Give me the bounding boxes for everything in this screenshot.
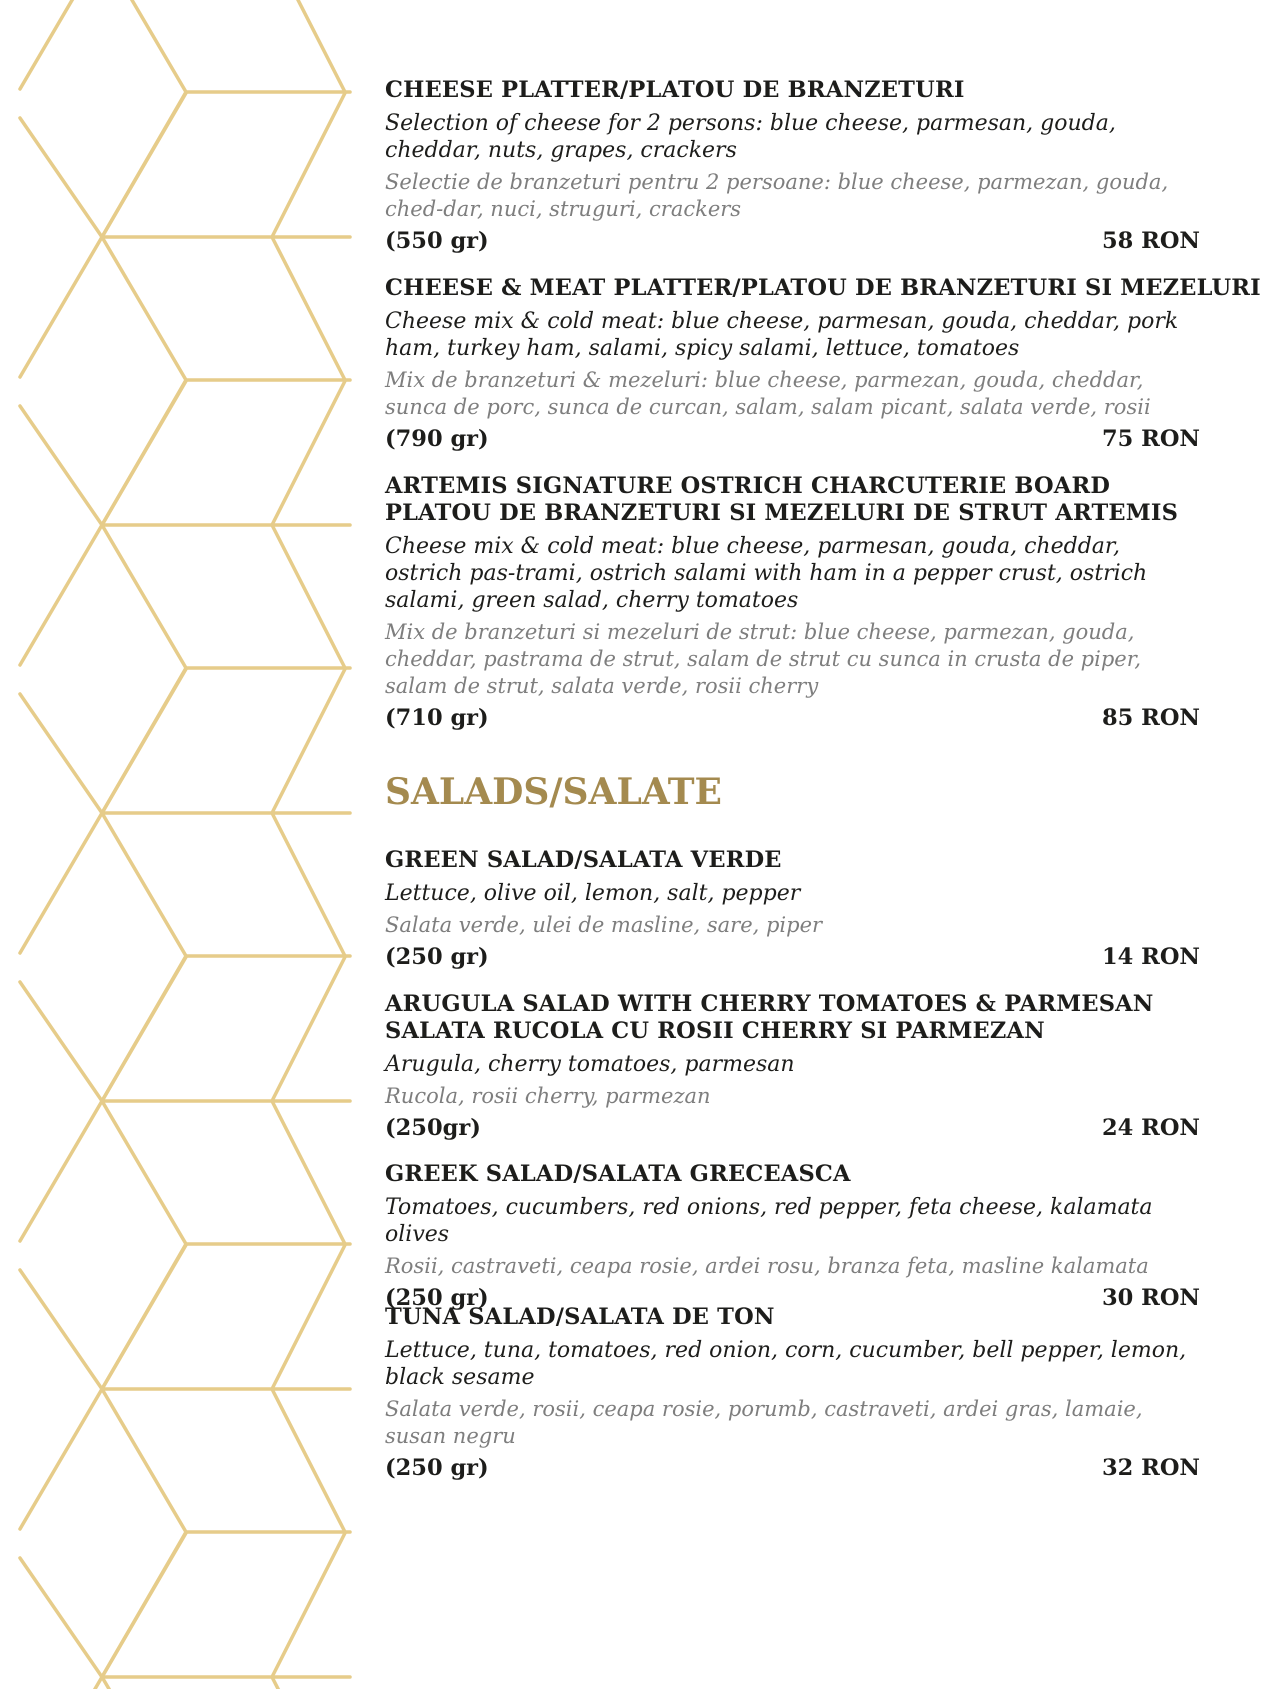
hex-diagonal-line [20,982,102,1101]
item-name-line: PLATOU DE BRANZETURI SI MEZELURI DE STRUT ARTEMIS [385,500,1179,526]
item-name-line: TUNA SALAD/SALATA DE TON [385,1304,775,1330]
geometric-hexagon-pattern [0,0,360,1689]
hex-diagonal-line [272,669,345,813]
item-description-ro: Salata verde, rosii, ceapa rosie, porumb, castraveti, ardei gras, lamaie, susan negru [385,1397,1143,1448]
hex-diagonal-line [272,237,345,380]
item-name-line: CHEESE & MEAT PLATTER/PLATOU DE BRANZETURI SI MEZELURI [385,275,1261,301]
hex-diagonal-line [102,1389,186,1532]
hex-diagonal-line [20,1558,102,1677]
item-weight: (710 gr) [385,705,489,731]
item-description-ro: Mix de branzeturi & mezeluri: blue cheese, parmezan, gouda, cheddar, sunca de porc, sunca de curcan, salam, salam picant, salata verde, rosii [385,368,1151,419]
item-name [385,1304,1200,1331]
hex-diagonal-line [20,525,102,665]
hex-diagonal-line [20,694,102,813]
item-name [385,473,1200,527]
item-footer [385,944,1200,971]
item-name-line: ARTEMIS SIGNATURE OSTRICH CHARCUTERIE BOARD [385,473,1111,499]
item-description-en: Arugula, cherry tomatoes, parmesan [385,1052,795,1077]
item-name-line: SALATA RUCOLA CU ROSII CHERRY SI PARMEZAN [385,1018,1045,1044]
hex-diagonal-line [102,669,186,813]
item-description-ro: Mix de branzeturi si mezeluri de strut: blue cheese, parmezan, gouda, cheddar, pastrama de strut, salam de strut cu sunca in crusta de piper, salam de strut, salata verde, rosii cherry [385,620,1142,698]
hex-diagonal-line [272,957,345,1101]
item-footer [385,1455,1200,1482]
item-description-en: Lettuce, olive oil, lemon, salt, pepper [385,881,801,906]
item-name [385,991,1200,1045]
hex-diagonal-line [102,1533,186,1677]
item-description-ro: Rosii, castraveti, ceapa rosie, ardei rosu, branza feta, masline kalamata [385,1254,1149,1278]
hex-diagonal-line [102,1677,186,1689]
item-weight: (250 gr) [385,1285,489,1311]
item-price: 58 RON [1101,228,1200,254]
item-weight: (250gr) [385,1115,481,1141]
item-weight: (250 gr) [385,944,489,970]
item-description-en: Tomatoes, cucumbers, red onions, red pepper, feta cheese, kalamata olives [385,1195,1153,1247]
hex-diagonal-line [272,381,345,525]
hex-diagonal-line [102,381,186,525]
menu-item-cheese-platter [385,77,1200,255]
item-price: 24 RON [1101,1115,1200,1141]
item-footer [385,426,1200,453]
item-description-en: Cheese mix & cold meat: blue cheese, parmesan, gouda, cheddar, ostrich pas-trami, ostrich salami with ham in a pepper crust, ostrich salami, green salad, cherry tomatoes [385,534,1148,613]
item-weight: (250 gr) [385,1455,489,1481]
item-price: 85 RON [1101,705,1200,731]
hex-diagonal-line [20,1101,102,1241]
hex-diagonal-line [272,1677,345,1689]
menu-item-cheese-meat-platter [385,275,1261,453]
hex-diagonal-line [272,1245,345,1389]
item-name-line: CHEESE PLATTER/PLATOU DE BRANZETURI [385,77,965,103]
hex-diagonal-line [102,1245,186,1389]
hex-diagonal-line [102,525,186,668]
item-price: 30 RON [1101,1285,1200,1311]
item-footer [385,228,1200,255]
hex-diagonal-line [272,813,345,956]
hex-diagonal-line [20,1270,102,1389]
item-description-en: Cheese mix & cold meat: blue cheese, parmesan, gouda, cheddar, pork ham, turkey ham, salami, spicy salami, lettuce, tomatoes [385,309,1179,361]
hex-diagonal-line [272,1533,345,1677]
hex-diagonal-line [102,237,186,380]
menu-item-tuna-salad [385,1304,1200,1482]
section-title-salads: SALADS/SALATE [385,771,722,813]
item-name [385,1161,1200,1188]
hex-diagonal-line [272,0,345,92]
hex-diagonal-line [20,406,102,525]
item-price: 75 RON [1101,426,1200,452]
item-weight: (550 gr) [385,228,489,254]
hex-diagonal-line [20,0,102,89]
item-description-en: Selection of cheese for 2 persons: blue cheese, parmesan, gouda, cheddar, nuts, grapes, crackers [385,111,1116,163]
item-name-line: ARUGULA SALAD WITH CHERRY TOMATOES & PARMESAN [385,991,1154,1017]
item-footer [385,1115,1200,1142]
item-name-line: GREEK SALAD/SALATA GRECEASCA [385,1161,851,1187]
item-description-ro: Rucola, rosii cherry, parmezan [385,1084,711,1108]
hex-diagonal-line [272,93,345,237]
item-price: 32 RON [1101,1455,1200,1481]
hex-diagonal-line [102,0,186,92]
item-description-ro: Selectie de branzeturi pentru 2 persoane: blue cheese, parmezan, gouda, ched-dar, nuci, struguri, crackers [385,170,1169,221]
hex-diagonal-line [102,957,186,1101]
item-description-ro: Salata verde, ulei de masline, sare, piper [385,913,823,937]
item-weight: (790 gr) [385,426,489,452]
menu-item-greek-salad [385,1161,1200,1312]
hex-diagonal-line [20,813,102,953]
hex-diagonal-line [272,525,345,668]
item-price: 14 RON [1101,944,1200,970]
menu-item-ostrich-charcuterie-board [385,473,1200,732]
hex-diagonal-line [102,1101,186,1244]
hex-diagonal-line [102,813,186,956]
item-footer [385,705,1200,732]
hex-diagonal-line [20,118,102,237]
hex-diagonal-line [20,1389,102,1529]
item-name [385,77,1200,104]
hex-diagonal-line [272,1389,345,1532]
item-description-en: Lettuce, tuna, tomatoes, red onion, corn, cucumber, bell pepper, lemon, black sesame [385,1338,1187,1390]
hex-diagonal-line [272,1101,345,1244]
menu-item-green-salad [385,847,1200,971]
hex-diagonal-line [102,93,186,237]
menu-item-arugula-salad [385,991,1200,1142]
item-name [385,847,1200,874]
hex-diagonal-line [20,1677,102,1689]
item-name [385,275,1261,302]
hex-diagonal-line [20,237,102,377]
item-name-line: GREEN SALAD/SALATA VERDE [385,847,782,873]
